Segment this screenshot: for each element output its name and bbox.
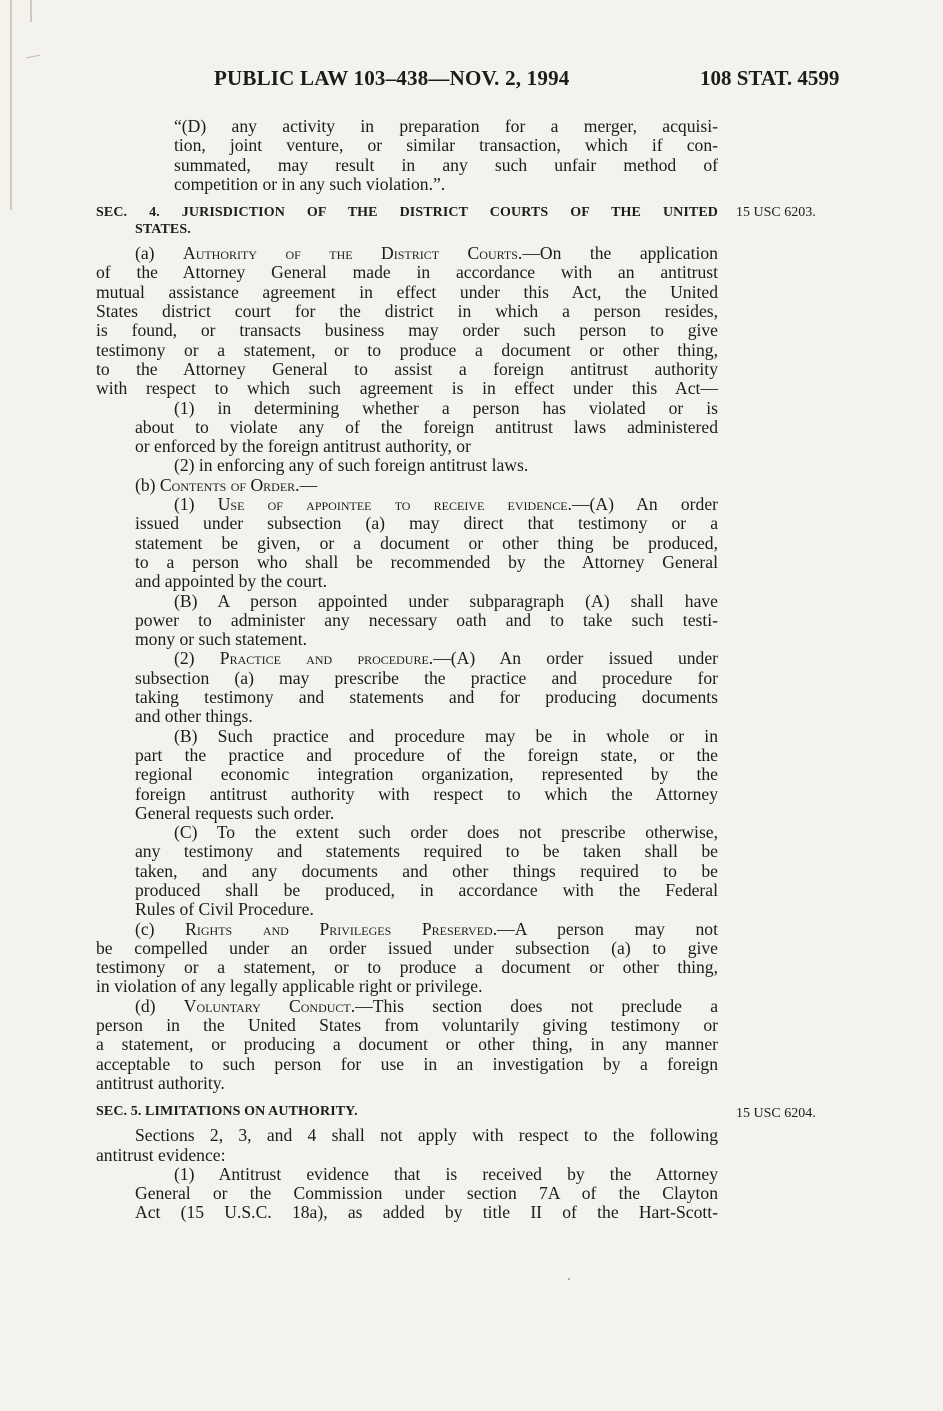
text-line: acceptable to such person for use in an investigation by a foreign [96, 1053, 718, 1074]
scan-edge-mark [30, 0, 32, 22]
text-line: (1) in determining whether a person has violated or is [174, 397, 718, 418]
margin-note-sec4: 15 USC 6203. [736, 205, 816, 220]
text-line: to the Attorney General to assist a foreign antitrust authority [96, 358, 718, 379]
text-fragment: — [299, 474, 318, 495]
running-header-title: PUBLIC LAW 103–438—NOV. 2, 1994 [214, 66, 570, 90]
subsection-d-first-line [96, 997, 718, 1016]
text-fragment: —On the application [522, 243, 718, 264]
text-fragment: —(A) An order [571, 494, 719, 515]
text-line: produced shall be produced, in accordance with the Federal [135, 879, 718, 900]
subsection-b-caption: Contents of Order. [159, 474, 300, 495]
text-line: Act (15 U.S.C. 18a), as added by title II of the Hart-Scott- [135, 1202, 718, 1223]
subsection-d-label: (d) [135, 995, 184, 1016]
text-line: is found, or transacts business may order such person to give [96, 320, 718, 341]
text-line: “(D) any activity in preparation for a merger, acquisi- [174, 116, 718, 136]
paragraph-b2-label: (2) [174, 648, 220, 669]
scan-edge-mark [10, 0, 12, 210]
text-line: to a person who shall be recommended by the Attorney General [135, 551, 718, 572]
text-line: antitrust evidence: [96, 1144, 226, 1165]
section-heading-sec4: SEC. 4. JURISDICTION OF THE DISTRICT COURTS OF THE UNITED [96, 205, 718, 221]
text-line: antitrust authority. [96, 1072, 225, 1093]
text-fragment: —(A) An order issued under [433, 648, 718, 669]
section-heading-sec5: SEC. 5. LIMITATIONS ON AUTHORITY. [96, 1104, 358, 1120]
text-line: testimony or a statement, or to produce a document or other thing, [96, 339, 718, 360]
text-line: mutual assistance agreement in effect under this Act, the United [96, 281, 718, 302]
subsection-c-label: (c) [135, 918, 186, 939]
subsection-b-heading [96, 476, 718, 495]
subsection-b-label: (b) [135, 474, 160, 495]
text-line: foreign antitrust authority with respect to which the Attorney [135, 783, 718, 804]
subsection-c-first-line [96, 920, 718, 939]
text-line: General requests such order. [135, 802, 335, 823]
text-line: any testimony and statements required to be taken shall be [135, 841, 718, 862]
paragraph-b1-first-line [96, 495, 718, 514]
text-line: regional economic integration organization, represented by the [135, 764, 718, 785]
text-fragment: —This section does not preclude a [355, 995, 719, 1016]
text-line: or enforced by the foreign antitrust authority, or [135, 436, 471, 457]
text-line: a statement, or producing a document or other thing, in any manner [96, 1034, 718, 1055]
text-line: issued under subsection (a) may direct that testimony or a [135, 513, 718, 534]
text-line: and other things. [135, 706, 253, 727]
text-line: taken, and any documents and other things required to be [135, 860, 718, 881]
statute-body [96, 117, 718, 1223]
statute-page-number: 108 STAT. 4599 [700, 66, 840, 90]
text-line: Sections 2, 3, and 4 shall not apply with respect to the following [135, 1125, 718, 1146]
text-line: mony or such statement. [135, 629, 307, 650]
text-line: (2) in enforcing any of such foreign antitrust laws. [174, 455, 529, 476]
text-line: be compelled under an order issued under subsection (a) to give [96, 937, 718, 958]
text-line: Rules of Civil Procedure. [135, 899, 314, 920]
section-heading-sec4-cont: STATES. [135, 222, 191, 238]
text-line: testimony or a statement, or to produce a document or other thing, [96, 957, 718, 978]
text-line: and appointed by the court. [135, 571, 328, 592]
text-line: person in the United States from voluntarily giving testimony or [96, 1015, 718, 1036]
paragraph-b1-caption: Use of appointee to receive evidence. [217, 494, 572, 515]
text-line: General or the Commission under section 7A of the Clayton [135, 1183, 718, 1204]
paragraph-b1-label: (1) [174, 494, 218, 515]
text-line: (B) Such practice and procedure may be in whole or in [174, 725, 718, 746]
subsection-a-first-line [96, 244, 718, 263]
text-line: subsection (a) may prescribe the practice and procedure for [135, 667, 718, 688]
text-line: about to violate any of the foreign antitrust laws administered [135, 416, 718, 437]
text-line: part the practice and procedure of the foreign state, or the [135, 744, 718, 765]
text-line: States district court for the district in which a person resides, [96, 301, 718, 322]
subsection-a-caption: Authority of the District Courts. [182, 243, 523, 264]
subsection-d-caption: Voluntary Conduct. [183, 995, 356, 1016]
text-fragment: —A person may not [497, 918, 718, 939]
text-line: summated, may result in any such unfair method of [174, 154, 718, 175]
paragraph-b2-caption: Practice and procedure. [219, 648, 434, 669]
text-line: power to administer any necessary oath and to take such testi- [135, 609, 718, 630]
scan-edge-mark [26, 55, 40, 58]
text-line: in violation of any legally applicable right or privilege. [96, 976, 483, 997]
text-line: statement be given, or a document or other thing be produced, [135, 532, 718, 553]
text-line: (B) A person appointed under subparagraph (A) shall have [174, 590, 718, 611]
subsection-a-label: (a) [135, 243, 183, 264]
text-line: competition or in any such violation.”. [174, 173, 446, 194]
scan-speck [568, 1278, 570, 1280]
paragraph-b2-first-line [96, 649, 718, 668]
text-line: tion, joint venture, or similar transaction, which if con- [174, 135, 718, 156]
text-line: (C) To the extent such order does not prescribe otherwise, [174, 822, 718, 843]
margin-note-sec5: 15 USC 6204. [736, 1106, 816, 1121]
subsection-c-caption: Rights and Privileges Preserved. [185, 918, 498, 939]
text-line: of the Attorney General made in accordance with an antitrust [96, 262, 718, 283]
text-line: with respect to which such agreement is in effect under this Act— [96, 378, 718, 399]
text-line: taking testimony and statements and for producing documents [135, 687, 718, 708]
text-line: (1) Antitrust evidence that is received by the Attorney [174, 1163, 718, 1184]
